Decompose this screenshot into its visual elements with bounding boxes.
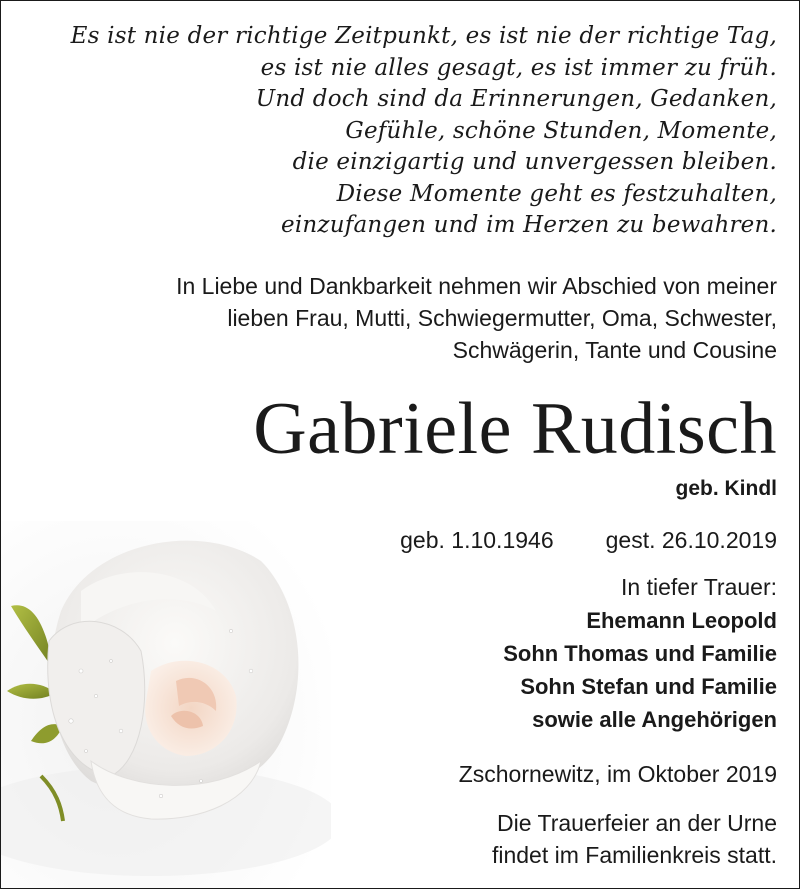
intro-line: lieben Frau, Mutti, Schwiegermutter, Oma, Schwester,	[227, 305, 777, 331]
mourners-list	[503, 571, 777, 736]
life-dates	[400, 524, 777, 556]
poem-line: Es ist nie der richtige Zeitpunkt, es ist nie der richtige Tag,	[70, 23, 777, 49]
maiden-name: geb. Kindl	[675, 477, 777, 500]
poem-line: einzufangen und im Herzen zu bewahren.	[281, 212, 777, 238]
poem	[71, 21, 777, 242]
funeral-note	[492, 807, 777, 871]
mourner-name: Sohn Stefan und Familie	[520, 674, 777, 699]
mourners-heading: In tiefer Trauer:	[621, 574, 777, 600]
note-line: findet im Familienkreis statt.	[491, 842, 777, 868]
note-line: Die Trauerfeier an der Urne	[497, 810, 777, 836]
poem-line: es ist nie alles gesagt, es ist immer zu früh.	[260, 54, 777, 81]
poem-line: Gefühle, schöne Stunden, Momente,	[345, 117, 777, 144]
death-date: gest. 26.10.2019	[605, 527, 777, 553]
place-date: Zschornewitz, im Oktober 2019	[458, 761, 777, 787]
poem-line: Diese Momente geht es festzuhalten,	[336, 180, 777, 207]
mourner-name: Sohn Thomas und Familie	[503, 641, 777, 666]
white-rose-image	[1, 521, 331, 889]
mourner-name: sowie alle Angehörigen	[532, 707, 777, 732]
poem-line: die einzigartig und unvergessen bleiben.	[292, 149, 777, 175]
intro-line: In Liebe und Dankbarkeit nehmen wir Abschied von meiner	[176, 273, 777, 299]
birth-date: geb. 1.10.1946	[400, 527, 554, 553]
farewell-intro	[176, 270, 777, 366]
deceased-name: Gabriele Rudisch	[253, 388, 777, 470]
mourner-name: Ehemann Leopold	[586, 608, 777, 633]
poem-line: Und doch sind da Erinnerungen, Gedanken,	[255, 86, 777, 112]
intro-line: Schwägerin, Tante und Cousine	[452, 337, 777, 363]
